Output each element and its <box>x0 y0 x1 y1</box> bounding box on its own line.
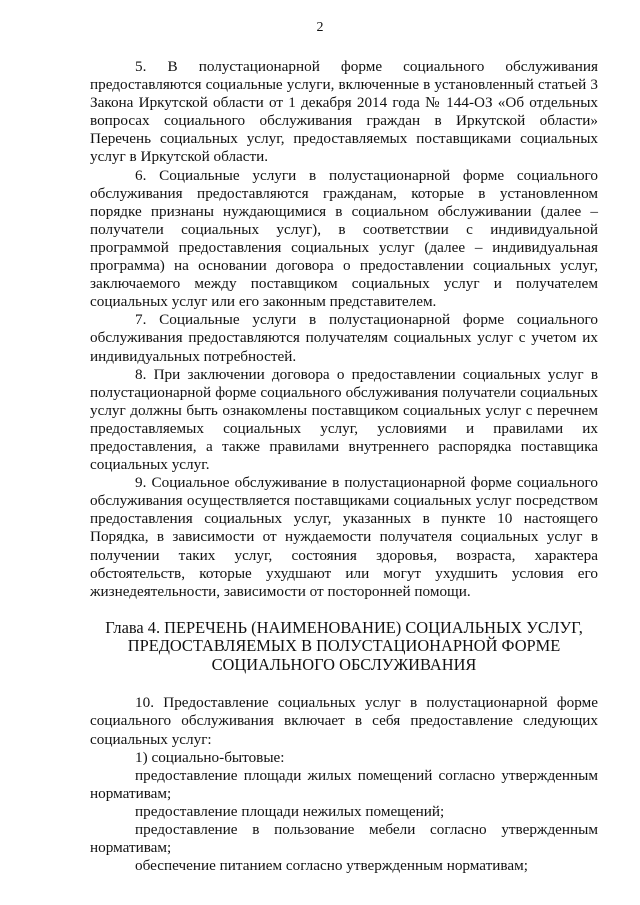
chapter-heading-line-1: Глава 4. ПЕРЕЧЕНЬ (НАИМЕНОВАНИЕ) СОЦИАЛЬНЫХ УСЛУГ, <box>105 617 583 637</box>
paragraph-8: 8. При заключении договора о предоставлении социальных услуг в полустационарной форме социального обслуживания получатели социальных услуг должны быть ознакомлены поставщиком социальных услуг с перечнем предоставляемых социальных услуг, условиями и правилами их предоставления, а также правилами внутреннего распорядка поставщика социальных услуг. <box>90 365 598 474</box>
paragraph-9: 9. Социальное обслуживание в полустационарной форме социального обслуживания осуществляется поставщиками социальных услуг посредством предоставления социальных услуг, указанных в пункте 10 настоящего Порядка, в зависимости от нуждаемости получателя социальных услуг в получении таких услуг, состояния здоровья, возраста, характера обстоятельств, которые ухудшают или могут ухудшить условия его жизнедеятельности, зависимости от посторонней помощи. <box>90 474 598 600</box>
chapter-heading-line-2: ПРЕДОСТАВЛЯЕМЫХ В ПОЛУСТАЦИОНАРНОЙ ФОРМЕ <box>127 636 561 656</box>
page-number: 2 <box>316 20 324 35</box>
chapter-heading-line-3: СОЦИАЛЬНОГО ОБСЛУЖИВАНИЯ <box>211 654 477 674</box>
list-item-furniture: предоставление в пользование мебели согласно утвержденным нормативам; <box>90 820 598 857</box>
document-body <box>90 58 598 875</box>
list-item-social-household: 1) социально-бытовые: <box>135 748 285 766</box>
chapter-heading <box>90 619 598 675</box>
paragraph-5: 5. В полустационарной форме социального обслуживания предоставляются социальные услуги, включенные в установленный статьей 3 Закона Иркутской области от 1 декабря 2014 года № 144-ОЗ «Об отдельных вопросах социального обслуживания граждан в Иркутской области» Перечень социальных услуг, предоставляемых поставщиками социальных услуг в Иркутской области. <box>90 58 598 166</box>
paragraph-7: 7. Социальные услуги в полустационарной форме социального обслуживания предоставляются получателям социальных услуг с учетом их индивидуальных потребностей. <box>90 311 598 365</box>
list-item-residential-area: предоставление площади жилых помещений согласно утвержденным нормативам; <box>90 766 598 802</box>
paragraph-10: 10. Предоставление социальных услуг в полустационарной форме социального обслуживания включает в себя предоставление следующих социальных услуг: <box>90 694 598 748</box>
paragraph-6: 6. Социальные услуги в полустационарной форме социального обслуживания предоставляются гражданам, которые в установленном порядке признаны нуждающимися в социальном обслуживании (далее – получатели социальных услуг), в соответствии с индивидуальной программой предоставления социальных услуг (далее – индивидуальная программа) на основании договора о предоставлении социальных услуг, заключаемого между поставщиком социальных услуг и получателем социальных услуг или его законным представителем. <box>90 166 598 311</box>
list-item-nutrition: обеспечение питанием согласно утвержденным нормативам; <box>135 857 528 875</box>
list-item-nonresidential-area: предоставление площади нежилых помещений; <box>135 802 445 820</box>
